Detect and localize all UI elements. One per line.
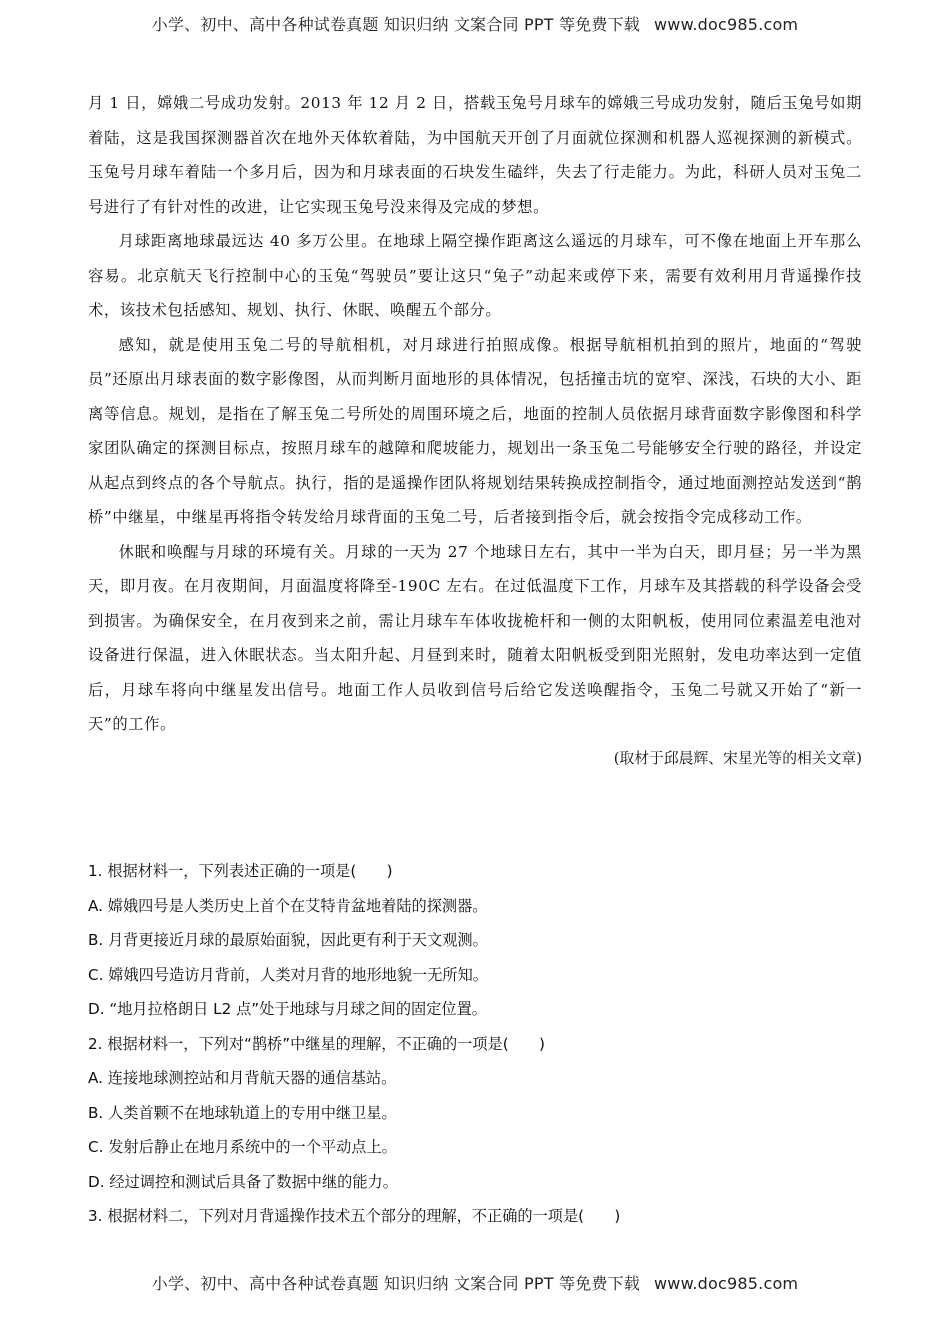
- question-option: A. 连接地球测控站和月背航天器的通信基站。: [88, 1069, 397, 1087]
- header-site-link[interactable]: www.doc985.com: [654, 15, 799, 34]
- question-stem: 2. 根据材料一，下列对“鹊桥”中继星的理解，不正确的一项是( ): [88, 1034, 545, 1053]
- article-body: [88, 86, 862, 776]
- header-text: 小学、初中、高中各种试卷真题 知识归纳 文案合同 PPT 等免费下载: [151, 15, 640, 34]
- question-option: D. 经过调控和测试后具备了数据中继的能力。: [88, 1172, 398, 1191]
- question-option: B. 人类首颗不在地球轨道上的专用中继卫星。: [88, 1103, 397, 1122]
- question-list: [88, 854, 862, 1234]
- question-stem: 1. 根据材料一，下列表述正确的一项是( ): [88, 862, 393, 880]
- article-paragraph: 感知，就是使用玉兔二号的导航相机，对月球进行拍照成像。根据导航相机拍到的照片，地面的“驾驶员”还原出月球表面的数字影像图，从而判断月面地形的具体情况，包括撞击坑的宽窄、深浅，石块的大小、距离等信息。规划，是指在了解玉兔二号所处的周围环境之后，地面的控制人员依据月球背面数字影像图和科学家团队确定的探测目标点，按照月球车的越障和爬坡能力，规划出一条玉兔二号能够安全行驶的路径，并设定从起点到终点的各个导航点。执行，指的是遥操作团队将规划结果转换成控制指令，通过地面测控站发送到“鹊桥”中继星，中继星再将指令转发给月球背面的玉兔二号，后者接到指令后，就会按指令完成移动工作。: [88, 335, 862, 526]
- question-option: C. 嫦娥四号造访月背前，人类对月背的地形地貌一无所知。: [88, 965, 488, 984]
- footer-text: 小学、初中、高中各种试卷真题 知识归纳 文案合同 PPT 等免费下载: [151, 1274, 640, 1293]
- question-option: D. “地月拉格朗日 L2 点”处于地球与月球之间的固定位置。: [88, 1000, 487, 1018]
- article-source: (取材于邱晨辉、宋星光等的相关文章): [613, 749, 862, 767]
- page-footer: [0, 1271, 950, 1294]
- question-option: C. 发射后静止在地月系统中的一个平动点上。: [88, 1138, 397, 1156]
- article-paragraph: 休眠和唤醒与月球的环境有关。月球的一天为 27 个地球日左右，其中一半为白天，即月昼；另一半为黑天，即月夜。在月夜期间，月面温度将降至-190C 左右。在过低温度下工作，月球车及其搭载的科学设备会受到损害。为确保安全，在月夜到来之前，需让月球车车体收拢桅杆和一侧的太阳帆板，使用同位素温差电池对设备进行保温，进入休眠状态。当太阳升起、月昼到来时，随着太阳帆板受到阳光照射，发电功率达到一定值后，月球车将向中继星发出信号。地面工作人员收到信号后给它发送唤醒指令，玉兔二号就又开始了“新一天”的工作。: [88, 542, 862, 733]
- article-paragraph: 月 1 日，嫦娥二号成功发射。2013 年 12 月 2 日，搭载玉兔号月球车的嫦娥三号成功发射，随后玉兔号如期着陆，这是我国探测器首次在地外天体软着陆，为中国航天开创了月面就位探测和机器人巡视探测的新模式。玉兔号月球车着陆一个多月后，因为和月球表面的石块发生磕绊，失去了行走能力。为此，科研人员对玉兔二号进行了有针对性的改进，让它实现玉兔号没来得及完成的梦想。: [88, 94, 862, 216]
- page-header: [0, 12, 950, 35]
- question-stem: 3. 根据材料二，下列对月背遥操作技术五个部分的理解，不正确的一项是( ): [88, 1207, 621, 1225]
- question-option: A. 嫦娥四号是人类历史上首个在艾特肯盆地着陆的探测器。: [88, 896, 488, 915]
- question-option: B. 月背更接近月球的最原始面貌，因此更有利于天文观测。: [88, 931, 488, 949]
- footer-site-link[interactable]: www.doc985.com: [654, 1274, 799, 1293]
- article-paragraph: 月球距离地球最远达 40 多万公里。在地球上隔空操作距离这么遥远的月球车，可不像在地面上开车那么容易。北京航天飞行控制中心的玉兔“驾驶员”要让这只“兔子”动起来或停下来，需要有效利用月背遥操作技术，该技术包括感知、规划、执行、休眠、唤醒五个部分。: [88, 232, 862, 319]
